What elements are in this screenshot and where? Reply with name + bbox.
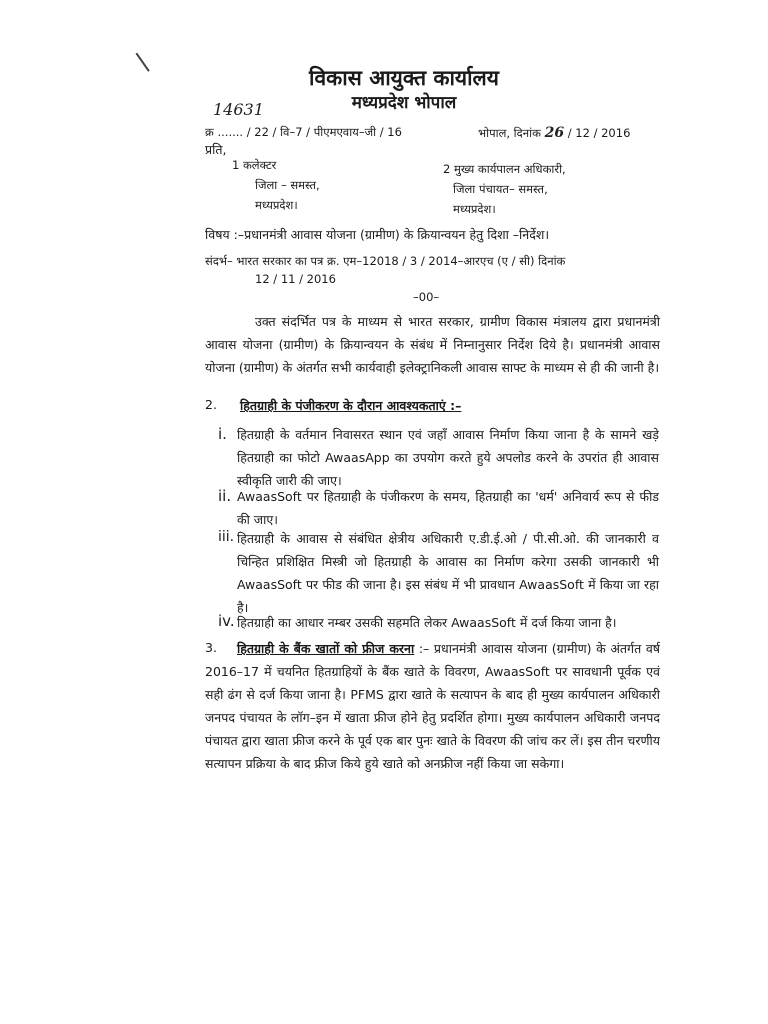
section2-heading: हितग्राही के पंजीकरण के दौरान आवश्यकताएं :– [240,398,462,413]
item-2-text: AwaasSoft पर हितग्राही के पंजीकरण के समय, हितग्राही का 'धर्म' अनिवार्य रूप से फीड की जाए। [237,489,659,527]
section3-heading: हितग्राही के बैंक खातों को फ्रीज करना [237,641,415,656]
recipient2-line2: जिला पंचायत– समस्त, [453,182,548,196]
item-4-marker: iv. [218,612,235,630]
paragraph-1: उक्त संदर्भित पत्र के माध्यम से भारत सरकार, ग्रामीण विकास मंत्रालय द्वारा प्रधानमंत्री आवास योजना (ग्रामीण) के क्रियान्वयन के संबंध में निम्नानुसार निर्देश दिये है। प्रधानमंत्री आवास योजना (ग्रामीण) के अंतर्गत सभी कार्यवाही इलेक्ट्रानिकली आवास साफ्ट के माध्यम से ही की जानी है। [205,314,660,375]
section2-number: 2. [205,397,217,412]
recipient2-line3: मध्यप्रदेश। [453,202,496,216]
prati-label: प्रति, [205,142,227,157]
section3-number: 3. [205,640,217,655]
item-1-text: हितग्राही के वर्तमान निवासरत स्थान एवं जहाँ आवास निर्माण किया जाना है के सामने खड़े हितग्राही का फोटो AwaasApp का उपयोग करते हुये अपलोड करने के उपरांत ही आवास स्वीकृति जारी की जाए। [237,427,659,488]
section3-paragraph [205,637,660,775]
item-4-text: हितग्राही का आधार नम्बर उसकी सहमति लेकर AwaasSoft में दर्ज किया जाना है। [237,615,617,630]
subject-line: विषय :–प्रधानमंत्री आवास योजना (ग्रामीण) के क्रियान्वयन हेतु दिशा –निर्देश। [205,227,550,242]
handwritten-number: 14631 [213,100,264,119]
recipient2-line1: 2 मुख्य कार्यपालन अधिकारी, [443,162,566,176]
item-3-text: हितग्राही के आवास से संबंधित क्षेत्रीय अधिकारी ए.डी.ई.ओ / पी.सी.ओ. की जानकारी व चिन्हित प्रशिक्षित मिस्त्री जो हितग्राही के आवास का निर्माण करेगा उसकी जानकारी भी AwaasSoft पर फीड की जाना है। इस संबंध में भी प्रावधान AwaasSoft में किया जा रहा है। [237,531,659,615]
office-title: विकास आयुक्त कार्यालय [309,66,499,90]
recipient1-line1: 1 कलेक्टर [232,158,277,172]
recipient1-line2: जिला – समस्त, [255,178,320,192]
office-city: मध्यप्रदेश भोपाल [351,93,457,113]
recipient1-line3: मध्यप्रदेश। [255,198,298,212]
date-prefix: भोपाल, दिनांक [478,126,541,140]
item-3-marker: iii. [218,529,235,545]
reference-line2: 12 / 11 / 2016 [255,272,336,286]
separator: –00– [413,290,440,304]
section3-text: :– प्रधानमंत्री आवास योजना (ग्रामीण) के अंतर्गत वर्ष 2016–17 में चयनित हितग्राहियों के बैंक खाते के विवरण, AwaasSoft पर सावधानी पूर्वक एवं सही ढंग से दर्ज किया जाना है। PFMS द्वारा खाते के सत्यापन के बाद ही मुख्य कार्यपालन अधिकारी जनपद पंचायत के लॉग–इन में खाता फ्रीज होने हेतु प्रदर्शित होगा। मुख्य कार्यपालन अधिकारी जनपद पंचायत द्वारा खाता फ्रीज करने के पूर्व एक बार पुनः खाते के विवरण की जांच कर लें। इस तीन चरणीय सत्यापन प्रक्रिया के बाद फ्रीज किये हुये खाते को अनफ्रीज नहीं किया जा सकेगा। [205,641,661,771]
reference-line1: संदर्भ– भारत सरकार का पत्र क्र. एम–12018 / 3 / 2014–आरएच (ए / सी) दिनांक [205,254,566,268]
letter-date [478,125,630,141]
date-suffix: / 12 / 2016 [567,126,631,140]
item-2-marker: ii. [218,487,232,505]
item-1-marker: i. [218,425,227,443]
reference-number: क्र ....... / 22 / वि–7 / पीएमएवाय–जी / 16 [205,125,402,139]
date-day-handwritten: 26 [544,125,565,141]
